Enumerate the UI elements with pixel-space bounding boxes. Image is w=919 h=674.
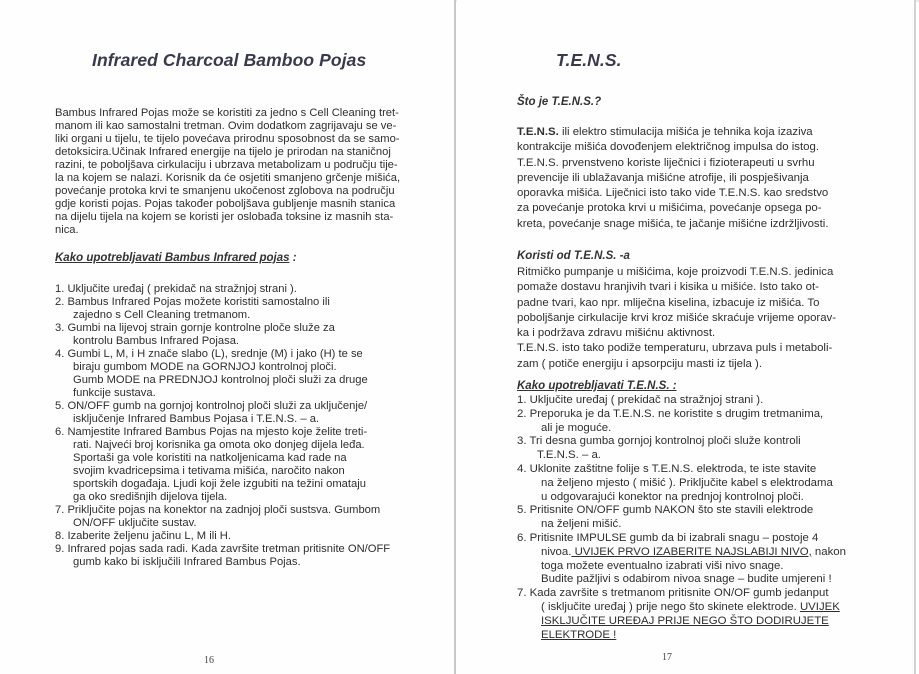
step-item <box>55 426 435 504</box>
right-page <box>457 0 915 674</box>
step-continuation <box>517 601 897 615</box>
right-steps-list <box>517 394 897 642</box>
step-text: 4. Gumbi L, M, i H znače slabo (L), srednje (M) i jako (H) te se <box>55 348 363 360</box>
step-item <box>55 283 435 296</box>
benefits-line: padne tvari, kao npr. mliječna kiselina, izbacuje iz mišića. To <box>517 296 820 309</box>
intro-line: na dijelu tijela na kojem se koristi jer oslobađa toksine iz masnih sta- <box>55 211 394 223</box>
step-item <box>55 400 435 426</box>
benefits-paragraph <box>517 265 877 372</box>
step-continuation: Budite pažljivi s odabirom nivoa snage – budite umjereni ! <box>541 573 832 586</box>
step-continuation: ON/OFF uključite sustav. <box>73 517 197 529</box>
step-continuation: isključenje Infrared Bambus Pojasa i T.E.N.S. – a. <box>73 413 320 425</box>
step-item <box>55 504 435 530</box>
step-text-part: nakon <box>811 545 846 558</box>
step-continuation: ali je moguće. <box>541 421 612 434</box>
step-text: 7. Kada završite s tretmanom pritisnite ON/OF gumb jedanput <box>517 587 829 600</box>
step-continuation: funkcije sustava. <box>73 387 156 399</box>
page-gutter-divider <box>454 0 456 674</box>
intro-line: gdje koristi pojas. Pojas također poboljšava gubljenje masnih stanica <box>55 198 396 210</box>
intro-line: manom ili kao samostalni tretman. Ovim dodatkom zagrijavaju se ve- <box>55 120 397 132</box>
howto-heading-colon: : <box>289 252 297 264</box>
step-continuation: zajedno s Cell Cleaning tretmanom. <box>73 309 251 321</box>
tens-bold: T.E.N.S. <box>517 126 559 138</box>
step-text: 3. Tri desna gumba gornjoj kontrolnoj ploči služe kontroli <box>517 435 801 448</box>
step-text: 4. Uklonite zaštitne folije s T.E.N.S. elektroda, te iste stavite <box>517 462 817 475</box>
step-item <box>55 543 435 569</box>
what-is-tens-paragraph <box>517 125 877 232</box>
what-line: oporavka mišića. Liječnici isto tako vide T.E.N.S. kao sredstvo <box>517 187 829 200</box>
what-line: za povećanje protoka krvi u mišićima, povećanje opsega po- <box>517 202 822 215</box>
step-item <box>55 530 435 543</box>
step-text: 5. Pritisnite ON/OFF gumb NAKON što ste stavili elektrode <box>517 504 814 517</box>
left-page-title: Infrared Charcoal Bamboo Pojas <box>92 50 367 70</box>
step-text-part: nivoa. <box>541 545 572 558</box>
step-continuation: gumb kako bi isključili Infrared Bambus Pojas. <box>73 556 301 568</box>
intro-line: liki organi u tijelu, te tijelo povećava prirodnu sposobnost da se samo- <box>55 133 400 145</box>
left-steps-list <box>55 283 435 569</box>
warning-underlined: UVIJEK <box>799 600 840 613</box>
warning-underlined: UVIJEK PRVO IZABERITE NAJSLABIJI NIVO, <box>571 545 812 558</box>
step-continuation: toga možete eventualno izabrati viši nivo snage. <box>541 559 784 572</box>
step-continuation: biraju gumbom MODE na GORNJOJ kontrolnoj ploči. <box>73 361 337 373</box>
step-continuation: svojim kvadricepsima i tetivama mišića, naročito nakon <box>73 465 345 477</box>
intro-paragraph <box>55 107 415 237</box>
left-page <box>0 0 455 674</box>
benefits-heading: Koristi od T.E.N.S. -a <box>517 250 630 262</box>
intro-line: detoksicira.Učinak Infrared energije na tijelo je prirodan na staničnoj <box>55 146 391 158</box>
step-item <box>55 322 435 348</box>
step-item <box>55 348 435 400</box>
step-text-part: ( isključite uređaj ) prije nego što skinete elektrode. <box>541 600 800 613</box>
step-text: 1. Uključite uređaj ( prekidač na stražnjoj strani ). <box>55 283 297 295</box>
what-line: kreta, povećanje snage mišića, te jačanje mišićne izdržljivosti. <box>517 217 829 230</box>
step-text: 8. Izaberite željenu jačinu L, M ili H. <box>55 530 231 542</box>
step-continuation: sportskih događaja. Ljudi koji žele izgubiti na težini omataju <box>73 478 366 490</box>
benefits-line: Ritmičko pumpanje u mišićima, koje proizvodi T.E.N.S. jedinica <box>517 266 834 278</box>
right-page-edge <box>914 0 916 674</box>
step-continuation: Gumb MODE na PREDNJOJ kontrolnoj ploči služi za druge <box>73 374 368 386</box>
benefits-line: T.E.N.S. isto tako podiže temperaturu, ubrzava puls i metaboli- <box>517 342 833 355</box>
step-text: 2. Preporuka je da T.E.N.S. ne koristite s drugim tretmanima, <box>517 407 824 420</box>
howto-heading-left <box>55 252 297 264</box>
page-number-left: 16 <box>204 655 214 666</box>
step-text: 1. Uključite uređaj ( prekidač na stražnjoj strani ). <box>517 394 764 406</box>
step-text: 6. Namjestite Infrared Bambus Pojas na mjesto koje želite treti- <box>55 426 368 438</box>
what-line: T.E.N.S. prvenstveno koriste liječnici i fizioterapeuti u svrhu <box>517 156 815 169</box>
step-continuation: na željeno mjesto ( mišić ). Priključite kabel s elektrodama <box>541 476 833 489</box>
step-continuation: kontrolu Bambus Infrared Pojasa. <box>73 335 240 347</box>
intro-line: nica. <box>55 224 79 236</box>
benefits-line: pomaže dostavu hranjivih tvari i kisika u mišiće. Isto tako ot- <box>517 281 819 294</box>
warning-underlined: ELEKTRODE ! <box>541 628 617 641</box>
step-text: 3. Gumbi na lijevoj strain gornje kontrolne ploče služe za <box>55 322 335 334</box>
howto-heading-text: Kako upotrebljavati Bambus Infrared pojas <box>55 252 290 264</box>
what-line: kontrakcije mišića dovođenjem električnog impulsa do istog. <box>517 141 819 154</box>
intro-line: povećanje protoka krvi te smanjenu ukočenost zglobova na području <box>55 185 395 197</box>
intro-line: Bambus Infrared Pojas može se koristiti za jedno s Cell Cleaning tret- <box>55 107 399 119</box>
what-line-text: ili elektro stimulacija mišića je tehnika koja izaziva <box>558 126 813 138</box>
step-text: 9. Infrared pojas sada radi. Kada završite tretman pritisnite ON/OFF <box>55 543 391 555</box>
what-is-tens-heading: Što je T.E.N.S.? <box>517 96 602 108</box>
step-text: 6. Pritisnite IMPULSE gumb da bi izabrali snagu – postoje 4 <box>517 531 819 544</box>
right-page-title: T.E.N.S. <box>556 50 622 70</box>
step-continuation <box>517 546 897 560</box>
intro-line: la na kojem se nalazi. Korisnik da će osjetiti smanjeno grčenje mišića, <box>55 172 401 184</box>
benefits-line: ka i podržava zdravu mišićnu aktivnost. <box>517 327 716 340</box>
step-continuation: u odgovarajući konektor na prednjoj kontrolnoj ploči. <box>541 490 804 503</box>
step-text: 5. ON/OFF gumb na gornjoj kontrolnoj ploči služi za uključenje/ <box>55 400 368 412</box>
intro-line: razini, te poboljšava cirkulaciju i ubrzava metabolizam u području tije- <box>55 159 398 171</box>
page-number-right: 17 <box>662 652 672 663</box>
step-continuation: Sportaši ga vole koristiti na natkoljenicama kad rade na <box>73 452 347 464</box>
step-text: 7. Priključite pojas na konektor na zadnjoj ploči sustsva. Gumbom <box>55 504 381 516</box>
step-continuation: ga oko središnjih dijelova tijela. <box>73 491 228 503</box>
what-line <box>517 125 877 140</box>
benefits-line: poboljšanje cirkulacije krvi kroz mišiće skraćuje vrijeme oporav- <box>517 311 837 324</box>
step-item <box>55 296 435 322</box>
benefits-line: zam ( potiče energiju i apsorpciju masti iz tijela ). <box>517 357 762 370</box>
step-text: 2. Bambus Infrared Pojas možete koristiti samostalno ili <box>55 296 330 308</box>
step-continuation: na željeni mišić. <box>541 518 622 531</box>
warning-underlined: ISKLJUČITE UREĐAJ PRIJE NEGO ŠTO DODIRUJETE <box>541 614 829 627</box>
step-continuation: T.E.N.S. – a. <box>537 449 601 462</box>
howto-heading-right: Kako upotrebljavati T.E.N.S. : <box>517 380 677 392</box>
step-continuation: rati. Najveći broj korisnika ga omota oko donjeg dijela leđa. <box>73 439 365 451</box>
what-line: prevencije ili ublažavanja mišićne atrofije, ili pospješivanja <box>517 171 809 184</box>
